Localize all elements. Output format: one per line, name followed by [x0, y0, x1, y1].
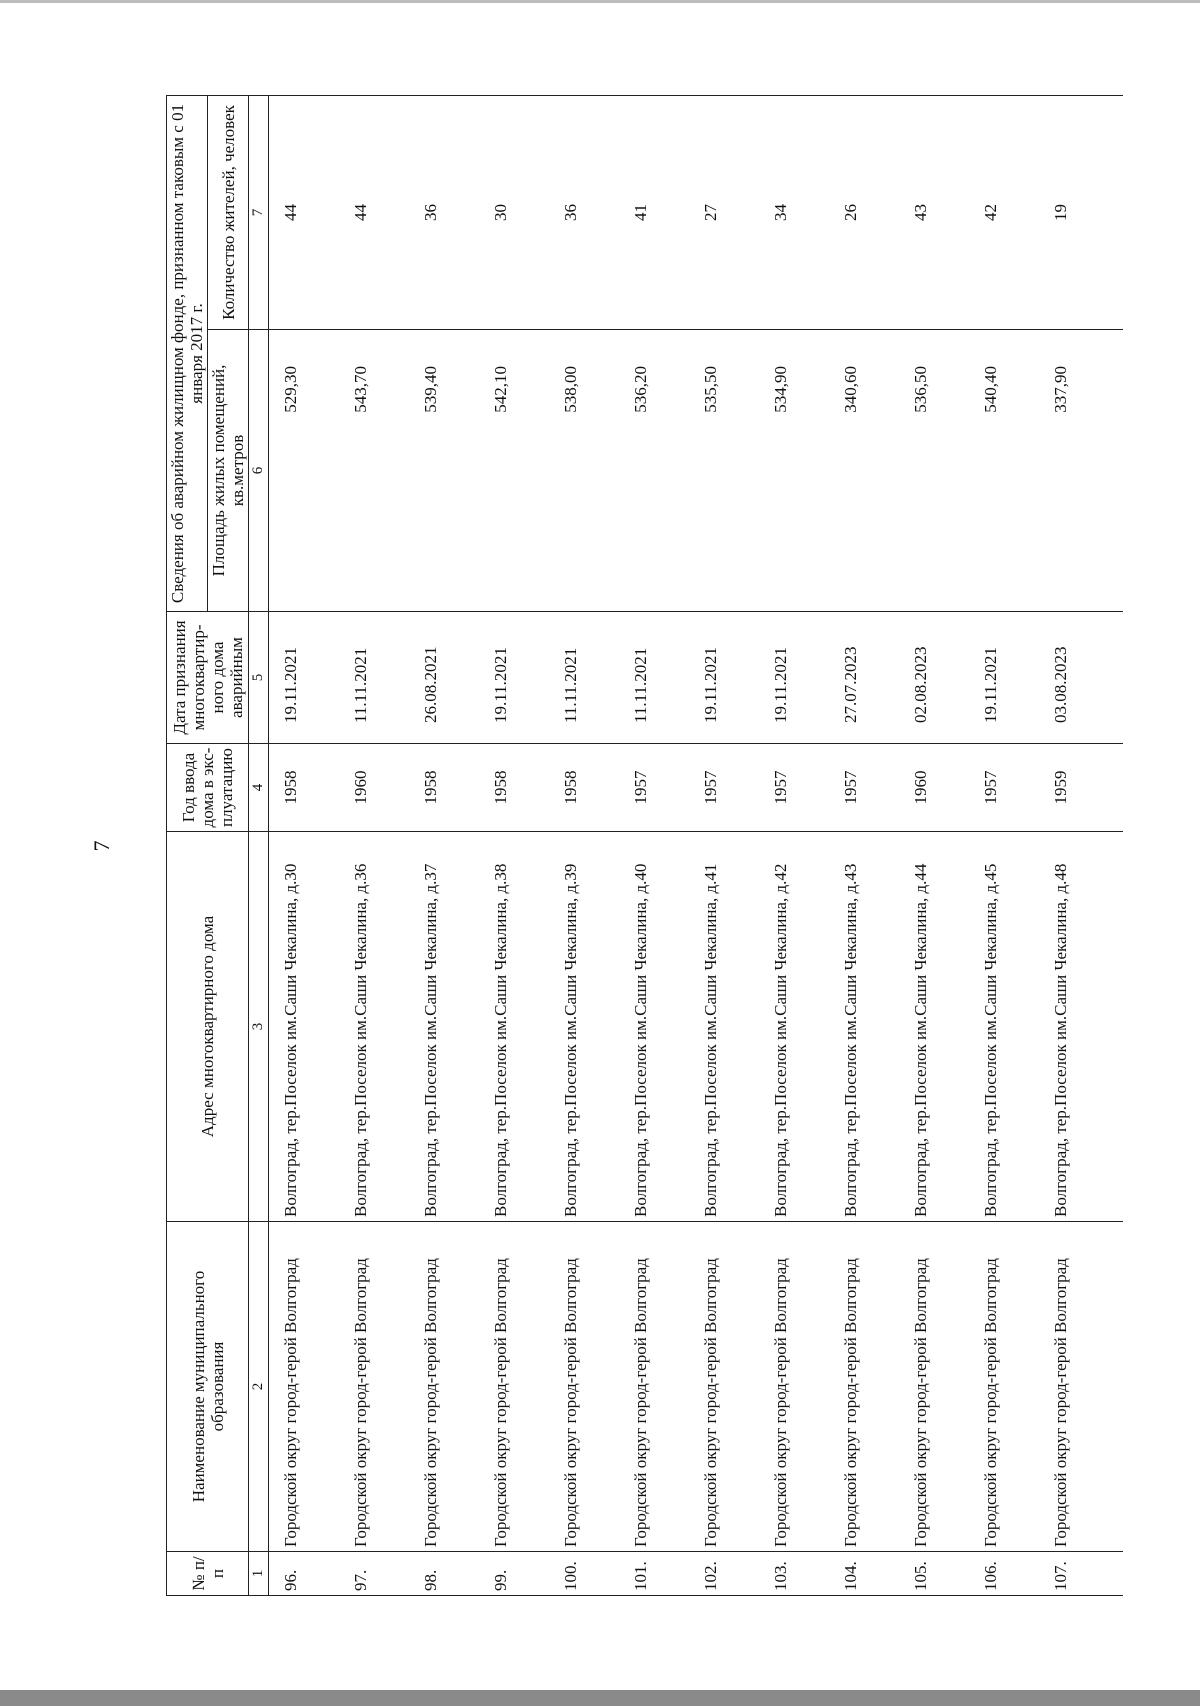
header-group: Сведения об аварийном жилищном фонде, признанном таковым с 01 января 2017 г. — [167, 95, 208, 611]
table-row — [899, 95, 969, 1595]
table-row — [479, 95, 549, 1595]
area-cell: 542,10 — [479, 330, 549, 612]
address-cell: Волгоград, тер.Поселок им.Саши Чекалина, д.37 — [409, 832, 479, 1222]
area-cell: 529,30 — [269, 330, 340, 612]
address-cell: Волгоград, тер.Поселок им.Саши Чекалина, д.30 — [269, 832, 340, 1222]
address-cell: Волгоград, тер.Поселок им.Саши Чекалина, д.42 — [759, 832, 829, 1222]
header-municipality: Наименование муниципального образования — [167, 1222, 249, 1552]
scan-edge-top — [0, 0, 1200, 3]
date-cell: 19.11.2021 — [269, 612, 340, 744]
header-year: Год ввода дома в экс-плуатацию — [167, 744, 249, 832]
header-residents: Количество жителей, человек — [208, 95, 249, 329]
column-number: 5 — [249, 612, 269, 744]
address-cell: Волгоград, тер.Поселок им.Саши Чекалина, д.48 — [1039, 832, 1123, 1222]
row-number: 100. — [549, 1552, 619, 1596]
year-cell: 1958 — [269, 744, 340, 832]
date-cell: 03.08.2023 — [1039, 612, 1123, 744]
address-cell: Волгоград, тер.Поселок им.Саши Чекалина, д.44 — [899, 832, 969, 1222]
row-number: 97. — [339, 1552, 409, 1596]
municipality-cell: Городской округ город-герой Волгоград — [549, 1222, 619, 1552]
date-cell: 19.11.2021 — [479, 612, 549, 744]
row-number: 96. — [269, 1552, 340, 1596]
municipality-cell: Городской округ город-герой Волгоград — [1039, 1222, 1123, 1552]
header-area: Площадь жилых помещений, кв.метров — [208, 330, 249, 612]
year-cell: 1957 — [619, 744, 689, 832]
address-cell: Волгоград, тер.Поселок им.Саши Чекалина, д.38 — [479, 832, 549, 1222]
row-number: 102. — [689, 1552, 759, 1596]
table-body — [269, 95, 1124, 1595]
address-cell: Волгоград, тер.Поселок им.Саши Чекалина, д.36 — [339, 832, 409, 1222]
table-row — [689, 95, 759, 1595]
column-number: 2 — [249, 1222, 269, 1552]
row-number: 99. — [479, 1552, 549, 1596]
municipality-cell: Городской округ город-герой Волгоград — [269, 1222, 340, 1552]
header-address: Адрес многоквартирного дома — [167, 832, 249, 1222]
year-cell: 1957 — [689, 744, 759, 832]
table-row — [969, 95, 1039, 1595]
row-number: 105. — [899, 1552, 969, 1596]
rotated-page — [89, 96, 1070, 1596]
residents-cell: 41 — [619, 95, 689, 329]
area-cell: 535,50 — [689, 330, 759, 612]
municipality-cell: Городской округ город-герой Волгоград — [689, 1222, 759, 1552]
row-number: 106. — [969, 1552, 1039, 1596]
address-cell: Волгоград, тер.Поселок им.Саши Чекалина, д.40 — [619, 832, 689, 1222]
date-cell: 27.07.2023 — [829, 612, 899, 744]
table-row — [339, 95, 409, 1595]
scan-edge-bottom — [0, 1690, 1200, 1706]
table-row — [759, 95, 829, 1595]
residents-cell: 19 — [1039, 95, 1123, 329]
municipality-cell: Городской округ город-герой Волгоград — [759, 1222, 829, 1552]
address-cell: Волгоград, тер.Поселок им.Саши Чекалина, д.39 — [549, 832, 619, 1222]
residents-cell: 42 — [969, 95, 1039, 329]
residents-cell: 43 — [899, 95, 969, 329]
year-cell: 1957 — [759, 744, 829, 832]
date-cell: 19.11.2021 — [689, 612, 759, 744]
area-cell: 536,50 — [899, 330, 969, 612]
year-cell: 1958 — [409, 744, 479, 832]
residents-cell: 27 — [689, 95, 759, 329]
table-row — [549, 95, 619, 1595]
year-cell: 1957 — [969, 744, 1039, 832]
page-number: 7 — [89, 840, 114, 852]
municipality-cell: Городской округ город-герой Волгоград — [899, 1222, 969, 1552]
date-cell: 11.11.2021 — [549, 612, 619, 744]
year-cell: 1959 — [1039, 744, 1123, 832]
residents-cell: 44 — [339, 95, 409, 329]
column-number: 3 — [249, 832, 269, 1222]
row-number: 107. — [1039, 1552, 1123, 1596]
residents-cell: 36 — [409, 95, 479, 329]
municipality-cell: Городской округ город-герой Волгоград — [409, 1222, 479, 1552]
residents-cell: 26 — [829, 95, 899, 329]
year-cell: 1957 — [829, 744, 899, 832]
date-cell: 11.11.2021 — [339, 612, 409, 744]
row-number: 101. — [619, 1552, 689, 1596]
date-cell: 11.11.2021 — [619, 612, 689, 744]
column-number-row — [249, 95, 269, 1595]
header-num: № п/п — [167, 1552, 249, 1596]
residents-cell: 30 — [479, 95, 549, 329]
column-number: 7 — [249, 95, 269, 329]
year-cell: 1958 — [479, 744, 549, 832]
column-number: 1 — [249, 1552, 269, 1596]
address-cell: Волгоград, тер.Поселок им.Саши Чекалина, д.41 — [689, 832, 759, 1222]
address-cell: Волгоград, тер.Поселок им.Саши Чекалина, д.43 — [829, 832, 899, 1222]
date-cell: 02.08.2023 — [899, 612, 969, 744]
date-cell: 19.11.2021 — [969, 612, 1039, 744]
year-cell: 1958 — [549, 744, 619, 832]
column-number: 4 — [249, 744, 269, 832]
municipality-cell: Городской округ город-герой Волгоград — [479, 1222, 549, 1552]
table-row — [269, 95, 340, 1595]
year-cell: 1960 — [899, 744, 969, 832]
row-number: 98. — [409, 1552, 479, 1596]
table-row — [409, 95, 479, 1595]
area-cell: 540,40 — [969, 330, 1039, 612]
area-cell: 536,20 — [619, 330, 689, 612]
table-row — [619, 95, 689, 1595]
year-cell: 1960 — [339, 744, 409, 832]
address-cell: Волгоград, тер.Поселок им.Саши Чекалина, д.45 — [969, 832, 1039, 1222]
table-row — [829, 95, 899, 1595]
header-date: Дата признания многоквартир-ного дома аварийным — [167, 612, 249, 744]
area-cell: 538,00 — [549, 330, 619, 612]
row-number: 104. — [829, 1552, 899, 1596]
emergency-housing-table — [166, 95, 1123, 1596]
area-cell: 340,60 — [829, 330, 899, 612]
municipality-cell: Городской округ город-герой Волгоград — [969, 1222, 1039, 1552]
area-cell: 539,40 — [409, 330, 479, 612]
row-number: 103. — [759, 1552, 829, 1596]
area-cell: 534,90 — [759, 330, 829, 612]
date-cell: 26.08.2021 — [409, 612, 479, 744]
municipality-cell: Городской округ город-герой Волгоград — [619, 1222, 689, 1552]
area-cell: 543,70 — [339, 330, 409, 612]
table-row — [1039, 95, 1123, 1595]
residents-cell: 44 — [269, 95, 340, 329]
column-number: 6 — [249, 330, 269, 612]
area-cell: 337,90 — [1039, 330, 1123, 612]
residents-cell: 34 — [759, 95, 829, 329]
header-row — [167, 95, 208, 1595]
municipality-cell: Городской округ город-герой Волгоград — [829, 1222, 899, 1552]
residents-cell: 36 — [549, 95, 619, 329]
date-cell: 19.11.2021 — [759, 612, 829, 744]
municipality-cell: Городской округ город-герой Волгоград — [339, 1222, 409, 1552]
